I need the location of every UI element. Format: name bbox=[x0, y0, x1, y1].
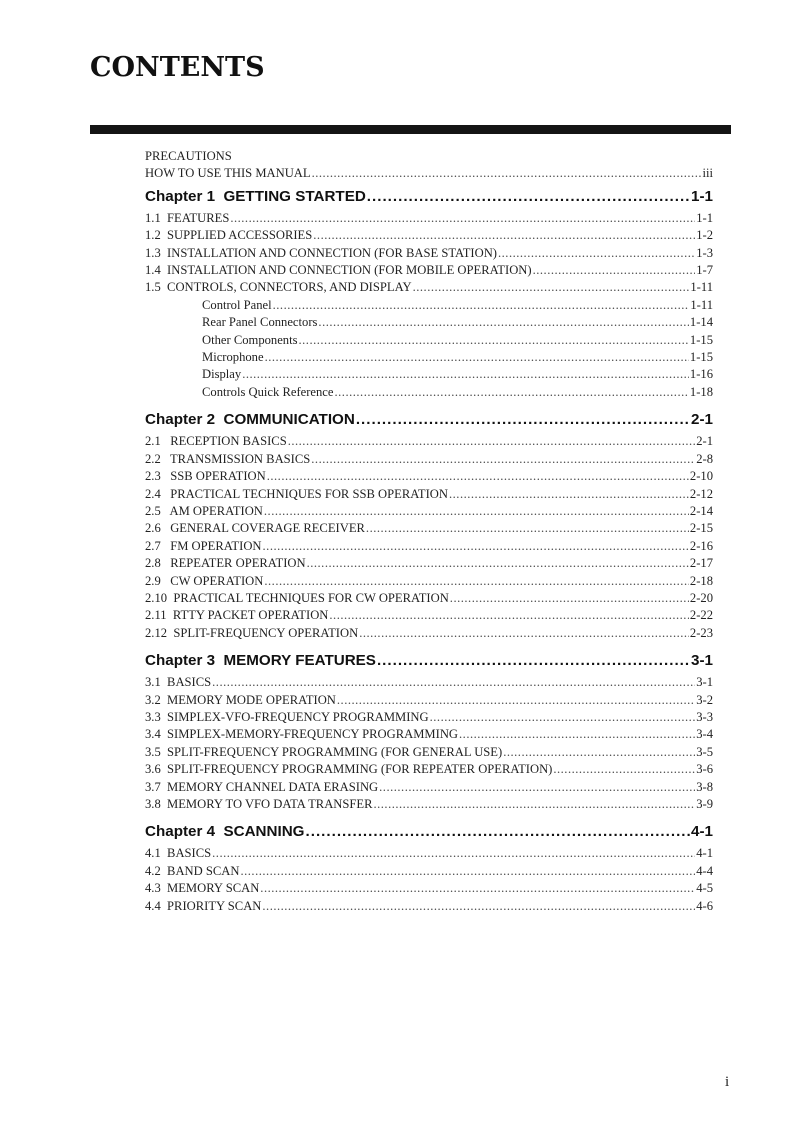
toc-entry-page: 3-9 bbox=[696, 797, 713, 811]
dot-leader bbox=[318, 314, 688, 331]
dot-leader bbox=[366, 520, 689, 537]
dot-leader bbox=[306, 822, 691, 842]
toc-entry-label: HOW TO USE THIS MANUAL bbox=[145, 166, 311, 181]
toc-entry-label: 1.3 INSTALLATION AND CONNECTION (FOR BASE STATION) bbox=[145, 245, 497, 260]
dot-leader bbox=[312, 165, 702, 182]
toc-entry[interactable] bbox=[145, 709, 713, 726]
toc-entry-page: 3-8 bbox=[696, 779, 713, 794]
chapter-heading-label: Chapter 2 COMMUNICATION bbox=[145, 411, 355, 429]
toc-entry-page: 2-14 bbox=[689, 503, 713, 518]
toc-entry[interactable] bbox=[145, 520, 713, 537]
toc-entry[interactable] bbox=[145, 486, 713, 503]
toc-entry-page: 2-20 bbox=[689, 590, 713, 605]
toc-entry-label: 2.5 AM OPERATION bbox=[145, 503, 263, 518]
toc-entry-page: 1-11 bbox=[690, 280, 713, 295]
dot-leader bbox=[533, 262, 696, 279]
toc-entry-label: 1.1 FEATURES bbox=[145, 210, 230, 225]
dot-leader bbox=[449, 486, 689, 503]
toc-entry-page: 2-12 bbox=[689, 486, 713, 501]
toc-entry[interactable] bbox=[145, 590, 713, 607]
dot-leader bbox=[288, 433, 696, 450]
toc-entry[interactable] bbox=[145, 210, 713, 227]
dot-leader bbox=[264, 573, 689, 590]
toc-entry[interactable] bbox=[145, 279, 713, 296]
toc-entry-page: 1-14 bbox=[689, 315, 713, 330]
toc-entry-page: 1-16 bbox=[689, 367, 713, 382]
chapter-heading-label: Chapter 4 SCANNING bbox=[145, 823, 305, 841]
toc-entry-label: Control Panel bbox=[202, 297, 272, 312]
dot-leader bbox=[240, 863, 695, 880]
toc-entry-page: iii bbox=[702, 166, 713, 181]
chapter-heading-label: Chapter 3 MEMORY FEATURES bbox=[145, 652, 376, 670]
toc-entry-label: 2.4 PRACTICAL TECHNIQUES FOR SSB OPERATION bbox=[145, 486, 448, 501]
toc-entry[interactable] bbox=[145, 262, 713, 279]
toc-entry[interactable] bbox=[145, 503, 713, 520]
chapter-heading-page: 3-1 bbox=[691, 652, 713, 670]
chapter-heading[interactable] bbox=[145, 651, 713, 671]
toc-entry[interactable] bbox=[145, 245, 713, 262]
dot-leader bbox=[359, 625, 689, 642]
toc-entry-page: 2-18 bbox=[689, 573, 713, 588]
toc-entry[interactable] bbox=[145, 796, 713, 813]
toc-entry-label: 4.4 PRIORITY SCAN bbox=[145, 898, 262, 913]
toc-entry-label: 2.3 SSB OPERATION bbox=[145, 469, 266, 484]
dot-leader bbox=[377, 651, 690, 671]
toc-entry-label: 2.11 RTTY PACKET OPERATION bbox=[145, 608, 329, 623]
toc-entry-page: 1-15 bbox=[689, 350, 713, 365]
toc-entry[interactable] bbox=[145, 227, 713, 244]
toc-entry[interactable] bbox=[145, 538, 713, 555]
toc-entry[interactable] bbox=[145, 845, 713, 862]
dot-leader bbox=[313, 227, 695, 244]
table-of-contents bbox=[145, 148, 713, 915]
toc-entry-page: 3-4 bbox=[696, 727, 713, 742]
dot-leader bbox=[262, 898, 695, 915]
chapter-heading[interactable] bbox=[145, 187, 713, 207]
toc-subentry[interactable] bbox=[145, 297, 713, 314]
dot-leader bbox=[413, 279, 690, 296]
toc-entry-label: 2.7 FM OPERATION bbox=[145, 538, 262, 553]
toc-entry-page: 1-1 bbox=[696, 210, 713, 225]
toc-entry-label: 3.2 MEMORY MODE OPERATION bbox=[145, 692, 336, 707]
dot-leader bbox=[299, 332, 689, 349]
toc-entry-page: 3-2 bbox=[696, 692, 713, 707]
toc-entry-label: 3.8 MEMORY TO VFO DATA TRANSFER bbox=[145, 797, 373, 811]
chapter-list bbox=[145, 187, 713, 915]
toc-entry[interactable] bbox=[145, 744, 713, 761]
toc-entry-page: 3-1 bbox=[696, 675, 713, 690]
dot-leader bbox=[450, 590, 689, 607]
toc-entry-label: 3.5 SPLIT-FREQUENCY PROGRAMMING (FOR GENERAL USE) bbox=[145, 744, 503, 759]
toc-entry[interactable] bbox=[145, 433, 713, 450]
chapter-heading-page: 2-1 bbox=[691, 411, 713, 429]
dot-leader bbox=[503, 744, 695, 761]
toc-entry-page: 2-1 bbox=[696, 434, 713, 449]
toc-entry-page: 2-22 bbox=[689, 608, 713, 623]
toc-entry-label: Microphone bbox=[202, 350, 264, 365]
toc-entry-page: 1-15 bbox=[689, 332, 713, 347]
toc-entry-label: Rear Panel Connectors bbox=[202, 315, 318, 330]
toc-entry-page: 1-18 bbox=[689, 384, 713, 399]
toc-entry-page: 4-4 bbox=[696, 863, 713, 878]
dot-leader bbox=[459, 726, 695, 743]
toc-entry-page: 3-5 bbox=[696, 744, 713, 759]
toc-entry-page: 1-3 bbox=[696, 245, 713, 260]
toc-entry-label: 3.1 BASICS bbox=[145, 675, 212, 690]
dot-leader bbox=[373, 796, 695, 813]
dot-leader bbox=[379, 779, 695, 796]
toc-subentry[interactable] bbox=[145, 349, 713, 366]
toc-entry[interactable] bbox=[145, 573, 713, 590]
dot-leader bbox=[307, 555, 689, 572]
toc-entry-label: 1.2 SUPPLIED ACCESSORIES bbox=[145, 228, 313, 243]
dot-leader bbox=[267, 468, 689, 485]
dot-leader bbox=[273, 297, 690, 314]
page-title: CONTENTS bbox=[90, 52, 265, 83]
chapter-heading-page: 4-1 bbox=[691, 823, 713, 841]
chapter-heading-page: 1-1 bbox=[691, 187, 713, 205]
toc-entry-label: 3.6 SPLIT-FREQUENCY PROGRAMMING (FOR REPEATER OPERATION) bbox=[145, 762, 553, 777]
dot-leader bbox=[260, 880, 695, 897]
toc-entry-label: 4.1 BASICS bbox=[145, 846, 212, 861]
dot-leader bbox=[335, 384, 689, 401]
dot-leader bbox=[265, 349, 689, 366]
toc-entry[interactable] bbox=[145, 761, 713, 778]
toc-entry-label: 2.2 TRANSMISSION BASICS bbox=[145, 451, 311, 466]
toc-entry-page: 1-2 bbox=[696, 228, 713, 243]
toc-entry[interactable] bbox=[145, 451, 713, 468]
toc-entry-label: Display bbox=[202, 367, 242, 382]
toc-entry-label: 2.9 CW OPERATION bbox=[145, 573, 264, 588]
toc-entry[interactable] bbox=[145, 674, 713, 691]
toc-entry-page: 4-5 bbox=[696, 881, 713, 896]
toc-entry[interactable] bbox=[145, 468, 713, 485]
toc-entry-label: 2.8 REPEATER OPERATION bbox=[145, 556, 306, 571]
toc-subentry[interactable] bbox=[145, 384, 713, 401]
toc-entry-page: 2-23 bbox=[689, 625, 713, 640]
toc-entry-label: 2.1 RECEPTION BASICS bbox=[145, 434, 287, 449]
chapter-heading-label: Chapter 1 GETTING STARTED bbox=[145, 187, 366, 205]
toc-subentry[interactable] bbox=[145, 314, 713, 331]
toc-entry-precautions[interactable] bbox=[145, 148, 713, 165]
toc-entry-label: 1.4 INSTALLATION AND CONNECTION (FOR MOBILE OPERATION) bbox=[145, 263, 532, 278]
toc-entry-page: 2-10 bbox=[689, 469, 713, 484]
toc-subentry[interactable] bbox=[145, 366, 713, 383]
dot-leader bbox=[264, 503, 689, 520]
title-rule bbox=[90, 125, 731, 134]
toc-entry[interactable] bbox=[145, 898, 713, 915]
toc-entry-label: 3.7 MEMORY CHANNEL DATA ERASING bbox=[145, 779, 379, 794]
toc-entry-page: 3-6 bbox=[696, 762, 713, 777]
toc-entry-page: 2-16 bbox=[689, 538, 713, 553]
toc-entry-label: 3.4 SIMPLEX-MEMORY-FREQUENCY PROGRAMMING bbox=[145, 727, 459, 742]
chapter-heading[interactable] bbox=[145, 822, 713, 842]
toc-entry[interactable] bbox=[145, 692, 713, 709]
toc-entry[interactable] bbox=[145, 880, 713, 897]
toc-entry-label: Other Components bbox=[202, 332, 298, 347]
toc-entry-page: 4-1 bbox=[696, 846, 713, 861]
page-number: i bbox=[725, 1074, 730, 1090]
toc-entry-label: 2.10 PRACTICAL TECHNIQUES FOR CW OPERATION bbox=[145, 590, 449, 605]
chapter-heading[interactable] bbox=[145, 410, 713, 430]
dot-leader bbox=[311, 451, 695, 468]
dot-leader bbox=[498, 245, 695, 262]
toc-entry-label: 4.2 BAND SCAN bbox=[145, 863, 240, 878]
dot-leader bbox=[329, 607, 689, 624]
toc-entry-label: 2.6 GENERAL COVERAGE RECEIVER bbox=[145, 521, 365, 536]
toc-entry-label: 4.3 MEMORY SCAN bbox=[145, 881, 260, 896]
dot-leader bbox=[367, 187, 690, 207]
toc-entry-label: 2.12 SPLIT-FREQUENCY OPERATION bbox=[145, 625, 359, 640]
toc-entry-page: 4-6 bbox=[696, 898, 713, 913]
toc-entry-page: 2-15 bbox=[689, 521, 713, 536]
toc-entry[interactable] bbox=[145, 555, 713, 572]
dot-leader bbox=[212, 845, 695, 862]
toc-entry-label: PRECAUTIONS bbox=[145, 149, 232, 163]
toc-subentry[interactable] bbox=[145, 332, 713, 349]
toc-entry-label: 3.3 SIMPLEX-VFO-FREQUENCY PROGRAMMING bbox=[145, 709, 429, 724]
toc-entry[interactable] bbox=[145, 607, 713, 624]
toc-entry-page: 1-11 bbox=[690, 297, 713, 312]
toc-entry-page: 2-17 bbox=[689, 556, 713, 571]
toc-entry-page: 1-7 bbox=[696, 263, 713, 278]
toc-entry-page: 3-3 bbox=[696, 709, 713, 724]
toc-entry[interactable] bbox=[145, 779, 713, 796]
toc-entry-page: 2-8 bbox=[696, 451, 713, 466]
dot-leader bbox=[356, 410, 690, 430]
toc-entry[interactable] bbox=[145, 625, 713, 642]
dot-leader bbox=[242, 366, 689, 383]
dot-leader bbox=[230, 210, 695, 227]
toc-entry-label: 1.5 CONTROLS, CONNECTORS, AND DISPLAY bbox=[145, 280, 412, 295]
toc-entry[interactable] bbox=[145, 863, 713, 880]
dot-leader bbox=[337, 692, 695, 709]
dot-leader bbox=[553, 761, 695, 778]
toc-entry-label: Controls Quick Reference bbox=[202, 384, 334, 399]
dot-leader bbox=[212, 674, 695, 691]
toc-entry-how-to-use[interactable] bbox=[145, 165, 713, 182]
dot-leader bbox=[263, 538, 689, 555]
dot-leader bbox=[430, 709, 696, 726]
toc-entry[interactable] bbox=[145, 726, 713, 743]
